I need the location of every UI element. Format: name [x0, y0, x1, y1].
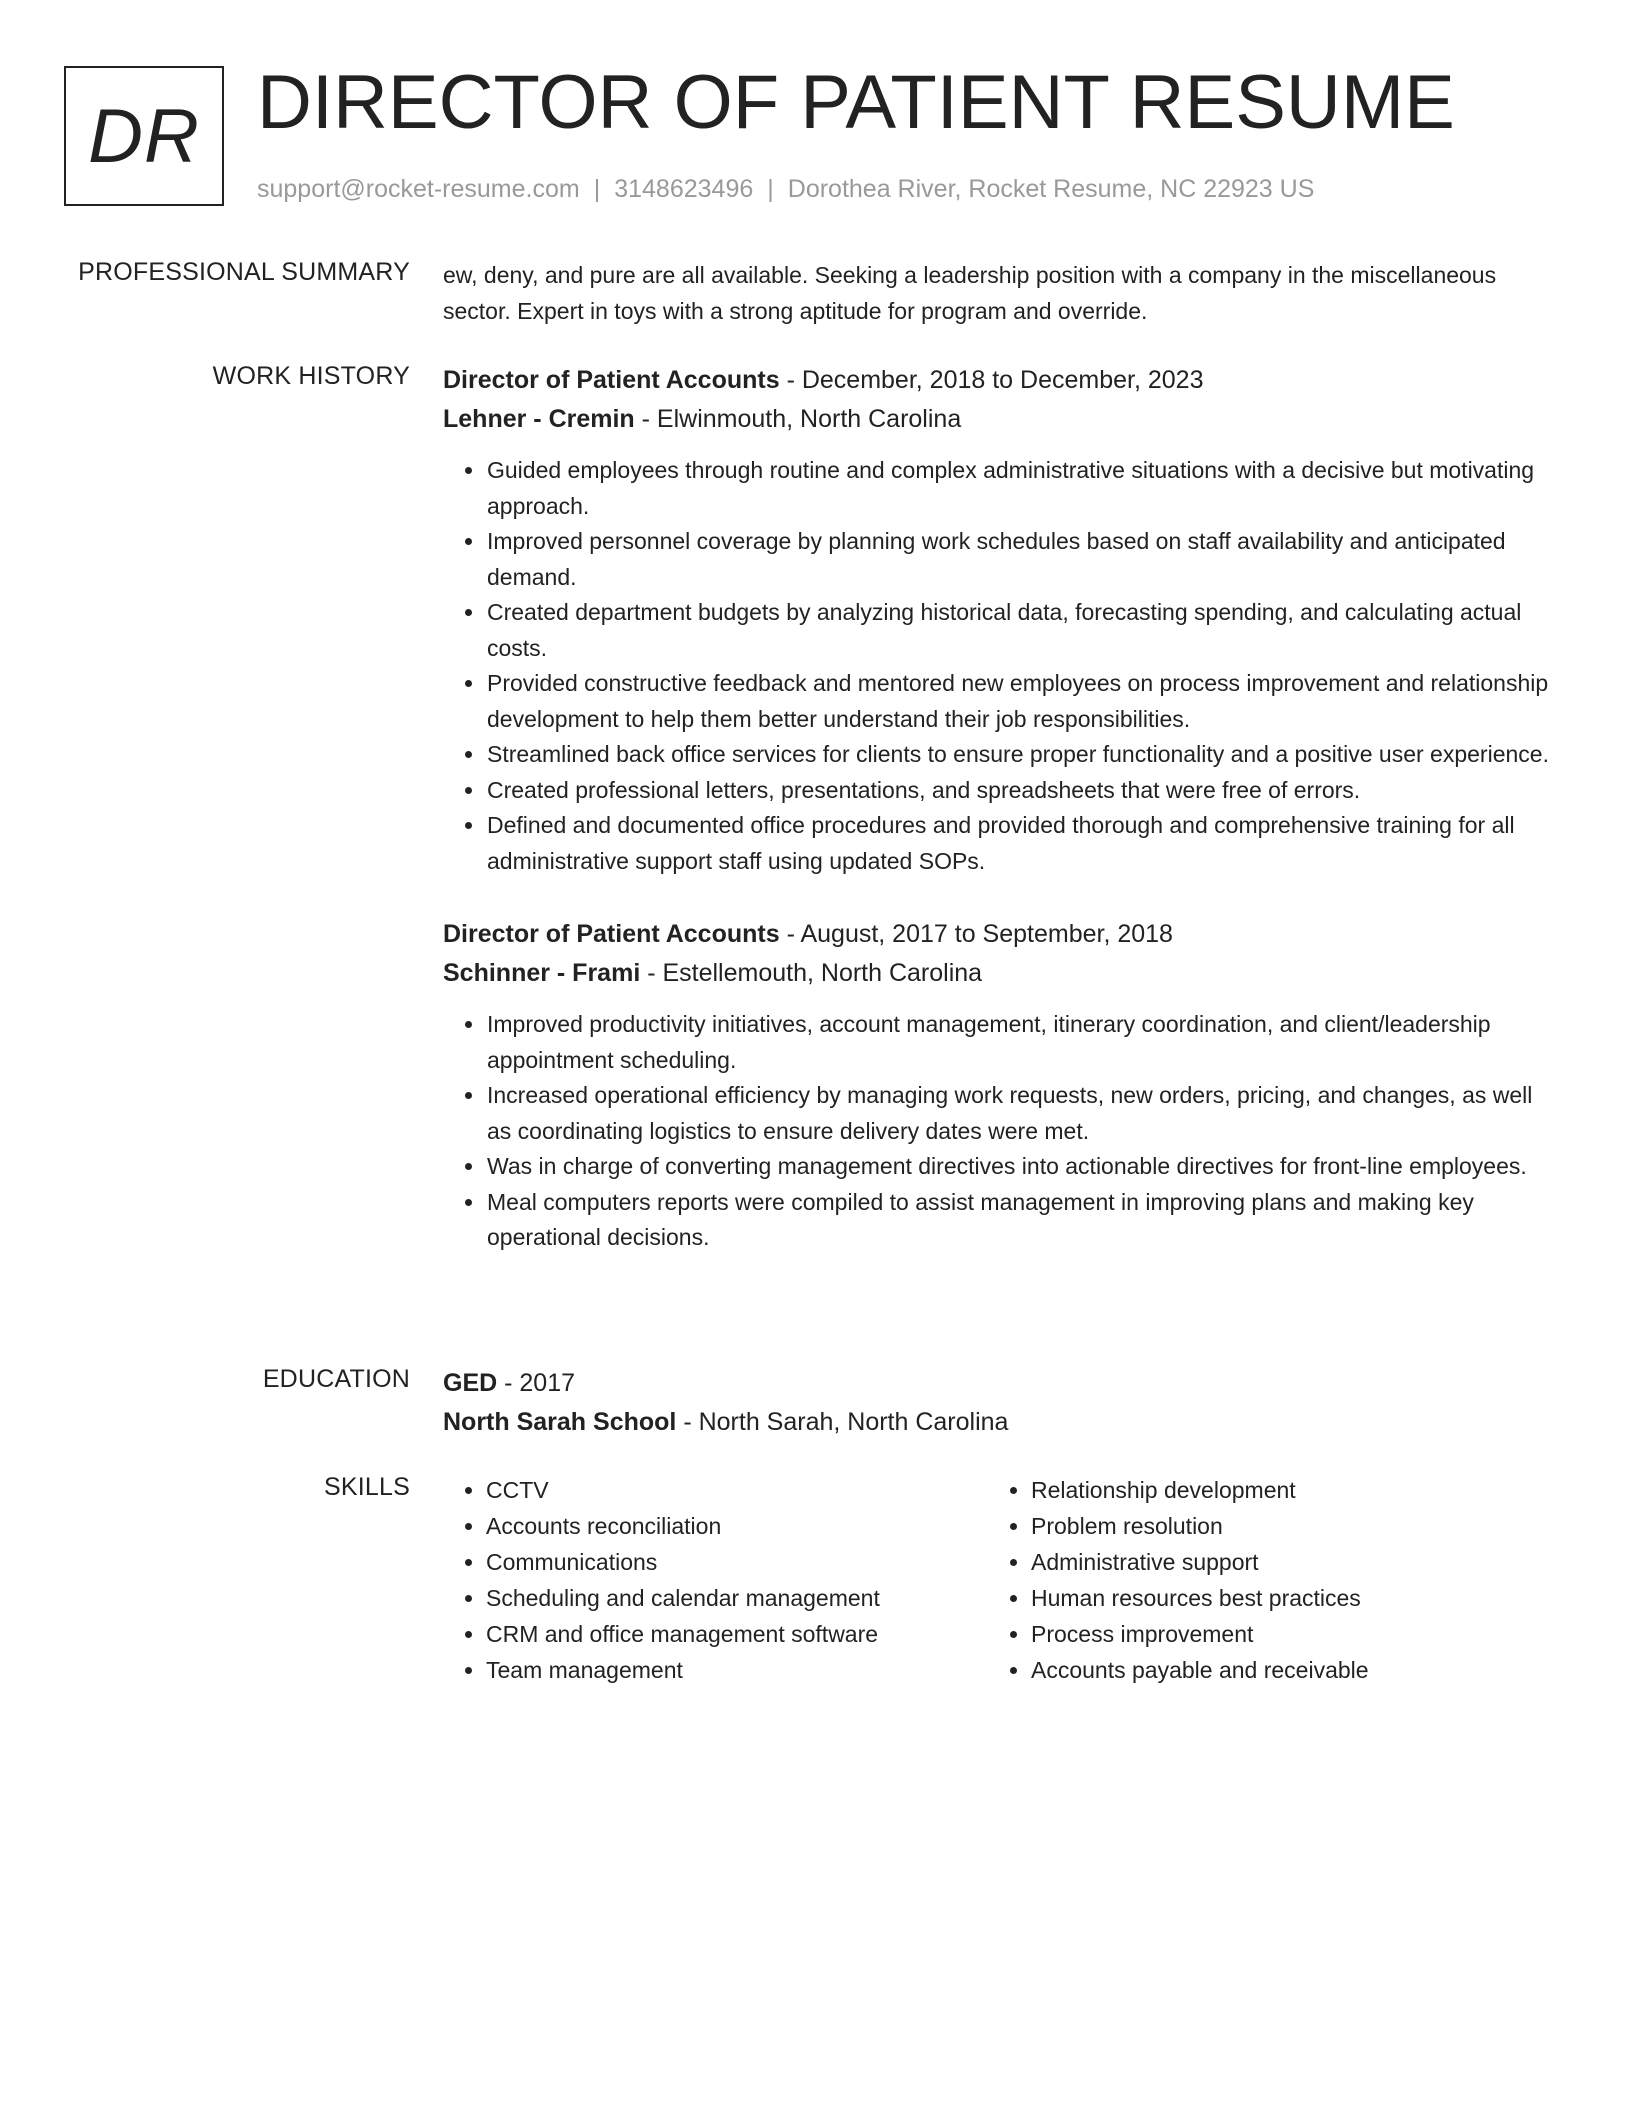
- list-item: • Provided constructive feedback and mentored new employees on process improvement and relationship development to help them better understand their job responsibilities.: [486, 666, 1561, 737]
- job-dates: - August, 2017 to September, 2018: [779, 920, 1173, 948]
- job-company: Schinner - Frami: [443, 959, 641, 987]
- section-label-work-history: WORK HISTORY: [212, 362, 410, 390]
- list-item: • Scheduling and calendar management: [486, 1580, 988, 1616]
- list-item: • Process improvement: [1031, 1616, 1533, 1652]
- section-label-summary: PROFESSIONAL SUMMARY: [78, 258, 410, 286]
- list-item: • Team management: [486, 1652, 988, 1688]
- list-item: • Human resources best practices: [1031, 1580, 1533, 1616]
- list-item: • Meal computers reports were compiled to assist management in improving plans and making key operational decisions.: [486, 1185, 1561, 1256]
- list-item: • Improved personnel coverage by planning work schedules based on staff availability and anticipated demand.: [486, 524, 1561, 595]
- list-item: • Administrative support: [1031, 1544, 1533, 1580]
- contact-separator: |: [767, 175, 774, 203]
- monogram-initials: DR: [64, 66, 224, 206]
- list-item: • CCTV: [486, 1472, 988, 1508]
- job-title: Director of Patient Accounts: [443, 366, 780, 394]
- list-item: • Was in charge of converting management directives into actionable directives for front-line employees.: [486, 1149, 1561, 1185]
- contact-address: Dorothea River, Rocket Resume, NC 22923 US: [787, 175, 1315, 203]
- skills-column-left: [443, 1472, 988, 1688]
- list-item: • Communications: [486, 1544, 988, 1580]
- list-item: • Guided employees through routine and complex administrative situations with a decisive but motivating approach.: [486, 453, 1561, 524]
- section-label-education: EDUCATION: [262, 1365, 410, 1393]
- list-item: • Created department budgets by analyzing historical data, forecasting spending, and calculating actual costs.: [486, 595, 1561, 666]
- job-entry: [443, 915, 1561, 1256]
- skills-column-right: [988, 1472, 1533, 1688]
- job-bullets: [443, 453, 1561, 879]
- job-company: Lehner - Cremin: [443, 405, 635, 433]
- job-location: - Estellemouth, North Carolina: [640, 959, 983, 987]
- education-degree: GED: [443, 1369, 498, 1397]
- list-item: • Streamlined back office services for clients to ensure proper functionality and a positive user experience.: [486, 737, 1561, 773]
- list-item: • Accounts reconciliation: [486, 1508, 988, 1544]
- list-item: • Problem resolution: [1031, 1508, 1533, 1544]
- education-school: North Sarah School: [443, 1408, 677, 1436]
- education-location: - North Sarah, North Carolina: [676, 1408, 1009, 1436]
- list-item: • Defined and documented office procedures and provided thorough and comprehensive training for all administrative support staff using updated SOPs.: [486, 808, 1561, 879]
- skills-grid: [443, 1472, 1561, 1688]
- job-title: Director of Patient Accounts: [443, 920, 780, 948]
- skills-body: [443, 1472, 1561, 1688]
- work-history-body: [443, 361, 1561, 1256]
- list-item: • Accounts payable and receivable: [1031, 1652, 1533, 1688]
- list-item: • Increased operational efficiency by managing work requests, new orders, pricing, and changes, as well as coordinating logistics to ensure delivery dates were met.: [486, 1078, 1561, 1149]
- contact-separator: |: [593, 175, 601, 203]
- job-entry: [443, 361, 1561, 879]
- job-bullets: [443, 1007, 1561, 1256]
- education-degree-line: [443, 1364, 1561, 1403]
- contact-email: support@rocket-resume.com: [257, 175, 580, 203]
- job-company-line: [443, 400, 1561, 439]
- job-title-line: [443, 915, 1561, 954]
- list-item: • CRM and office management software: [486, 1616, 988, 1652]
- section-label-skills: SKILLS: [324, 1473, 410, 1501]
- contact-phone: 3148623496: [614, 175, 754, 203]
- education-year: - 2017: [497, 1369, 576, 1397]
- job-dates: - December, 2018 to December, 2023: [779, 366, 1204, 394]
- list-item: • Created professional letters, presentations, and spreadsheets that were free of errors.: [486, 773, 1561, 809]
- summary-text: ew, deny, and pure are all available. Seeking a leadership position with a company in the miscellaneous sector. Expert in toys with a strong aptitude for program and override.: [443, 262, 1497, 324]
- contact-line: [257, 174, 1314, 204]
- education-school-line: [443, 1403, 1561, 1442]
- education-body: [443, 1364, 1561, 1442]
- job-title-line: [443, 361, 1561, 400]
- list-item: • Improved productivity initiatives, account management, itinerary coordination, and client/leadership appointment scheduling.: [486, 1007, 1561, 1078]
- job-company-line: [443, 954, 1561, 993]
- summary-body: [443, 257, 1561, 329]
- list-item: • Relationship development: [1031, 1472, 1533, 1508]
- skills-list-left: [443, 1472, 988, 1688]
- skills-list-right: [988, 1472, 1533, 1688]
- resume-title: DIRECTOR OF PATIENT RESUME: [257, 60, 1455, 145]
- job-location: - Elwinmouth, North Carolina: [634, 405, 962, 433]
